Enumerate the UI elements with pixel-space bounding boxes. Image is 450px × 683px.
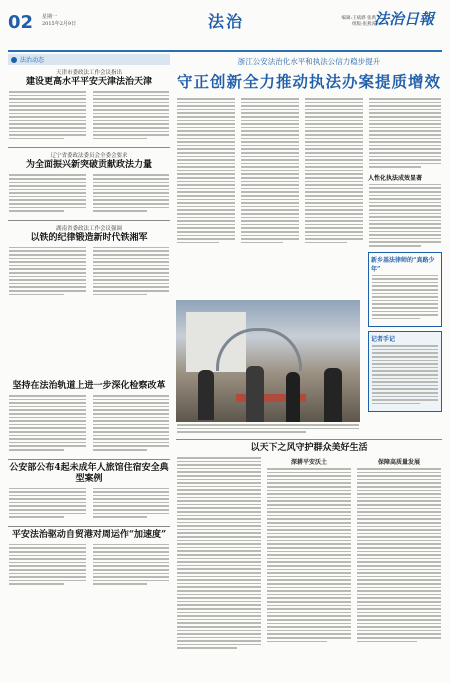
bottom-subhead: 深耕平安沃土 <box>290 459 327 466</box>
article-body <box>8 91 170 144</box>
section-title: 法治 <box>208 12 245 31</box>
article-kicker: 辽宁省委政法委员会全委会要求 <box>50 153 128 160</box>
newspaper-brand: 法治日報 <box>373 10 434 28</box>
article-headline: 为全面振兴新突破贡献政法力量 <box>25 160 152 171</box>
article-headline: 公安部公布4起未成年人旅馆住宿安全典型案例 <box>9 462 169 484</box>
right-subhead: 人性化执法成效显著 <box>368 174 423 182</box>
date-block <box>42 14 76 28</box>
article-headline: 坚持在法治轨道上进一步深化检察改革 <box>12 381 166 391</box>
right-column <box>368 98 442 412</box>
left-lower-articles <box>8 380 170 590</box>
sidebar-box <box>368 252 442 328</box>
reporter-note-title: 记者手记 <box>371 336 396 344</box>
article-headline: 建设更高水平平安天津法治天津 <box>25 77 152 87</box>
bottom-subhead: 保障高质量发展 <box>377 459 420 466</box>
editor-line-2: 组版:张燕涛 <box>351 22 376 27</box>
article-kicker: 天津市委政法工作会议指出 <box>55 70 122 76</box>
section-label-bar <box>8 54 170 65</box>
editor-line-1: 编辑:王斌骅 张禹 <box>341 16 376 21</box>
masthead <box>8 6 442 52</box>
lead-title: 守正创新全力推动执法办案提质增效 <box>176 72 441 91</box>
news-photo <box>176 300 360 422</box>
section-bullet-icon <box>11 57 17 63</box>
sidebar-box-title: 新乡基法律师的“真路少年” <box>371 256 435 273</box>
page-number: 02 <box>8 12 34 33</box>
article-kicker: 湖南省委政法工作会议强调 <box>55 225 122 232</box>
article-body <box>8 247 170 300</box>
bottom-story <box>176 436 442 654</box>
article-headline: 以铁的纪律锻造新时代铁湘军 <box>30 232 148 243</box>
issue-line: 2015年2月9日 <box>42 21 77 27</box>
reporter-note-box <box>368 331 442 412</box>
section-label: 法治动态 <box>20 57 45 64</box>
editor-info <box>342 16 376 28</box>
lead-story-body <box>176 98 364 248</box>
date-line: 星期一 <box>42 14 58 20</box>
article-body <box>8 544 170 590</box>
left-column <box>8 54 170 300</box>
lead-story-title-block <box>176 52 442 92</box>
article-headline: 平安法治驱动自贸港对周运作“加速度” <box>11 529 167 540</box>
article-body <box>8 174 170 217</box>
lead-subtitle: 浙江公安法治化水平和执法公信力稳步提升 <box>237 57 381 66</box>
article-body <box>8 488 170 523</box>
article-body <box>8 395 170 456</box>
bottom-story-headline: 以天下之风守护群众美好生活 <box>250 443 368 453</box>
